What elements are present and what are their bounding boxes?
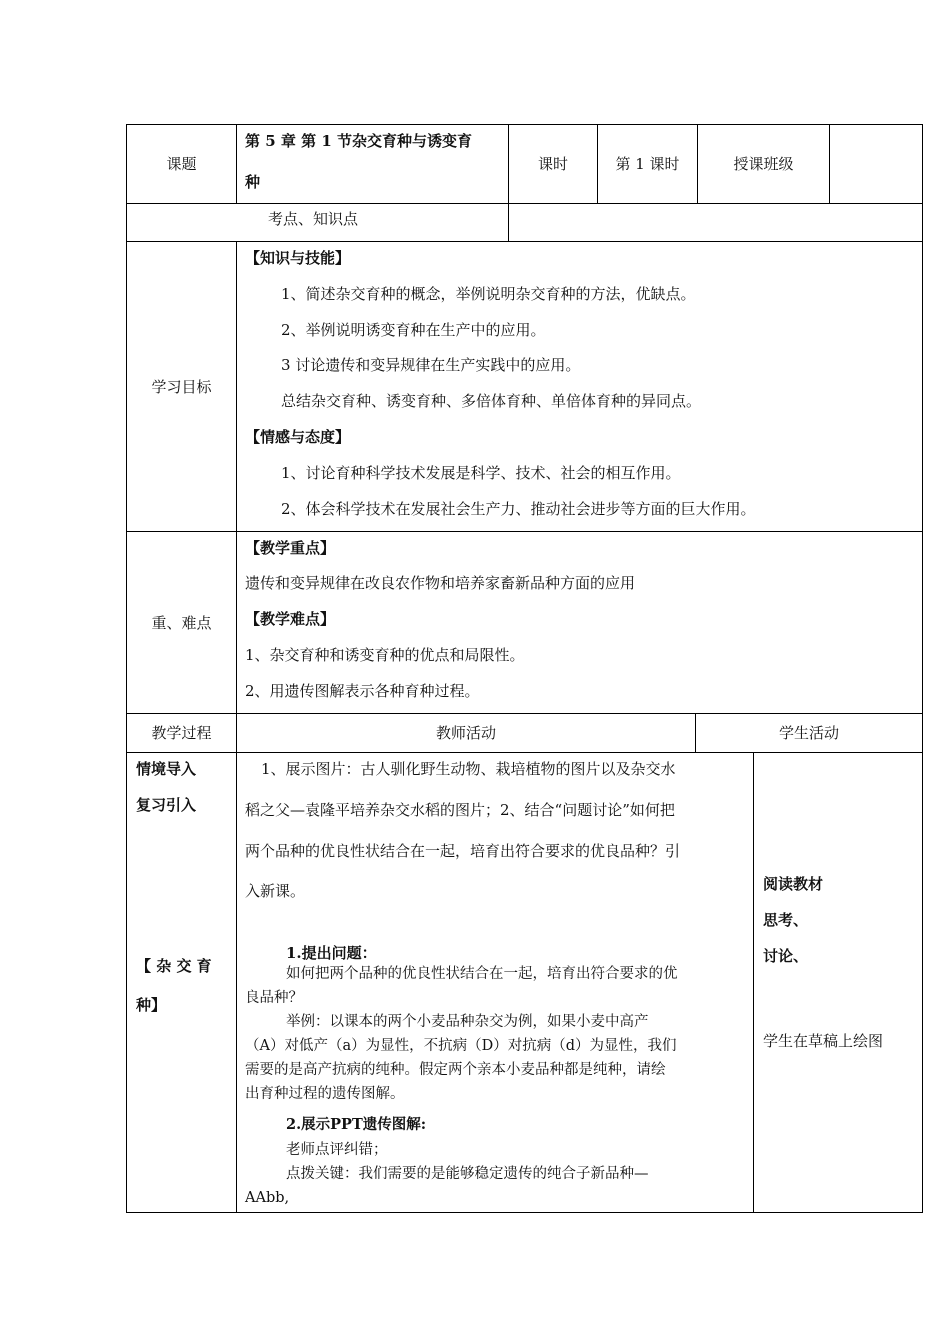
question-line: 出育种过程的遗传图解。 xyxy=(245,1086,405,1102)
student-activity-draw: 学生在草稿上绘图 xyxy=(763,1032,884,1050)
stage-review: 复习引入 xyxy=(136,796,197,814)
objective-item: 2、举例说明诱变育种在生产中的应用。 xyxy=(281,321,546,339)
knowledge-skills-title: 【知识与技能】 xyxy=(245,249,351,267)
process-col-student: 学生活动 xyxy=(778,724,839,742)
question-line: 举例：以课本的两个小麦品种杂交为例，如果小麦中高产 xyxy=(286,1014,649,1030)
question-line: 如何把两个品种的优良性状结合在一起，培育出符合要求的优 xyxy=(286,966,678,982)
student-activity-discuss: 讨论、 xyxy=(763,947,809,965)
column-divider xyxy=(236,124,237,204)
attitude-item: 1、讨论育种科学技术发展是科学、技术、社会的相互作用。 xyxy=(281,464,681,482)
question-line: 需要的是高产抗病的纯种。假定两个亲本小麦品种都是纯种，请绘 xyxy=(245,1062,666,1078)
row-divider xyxy=(126,241,923,242)
knowledge-value xyxy=(509,204,922,241)
student-activity-think: 思考、 xyxy=(763,911,809,929)
key-points-label: 重、难点 xyxy=(151,613,212,632)
objective-item: 3 讨论遗传和变异规律在生产实践中的应用。 xyxy=(281,356,581,374)
difficulty-item: 1、杂交育种和诱变育种的优点和局限性。 xyxy=(245,646,525,664)
teacher-intro-line: 稻之父—袁隆平培养杂交水稻的图片；2、结合“问题讨论”如何把 xyxy=(245,801,675,819)
focus-title: 【教学重点】 xyxy=(245,539,336,557)
objective-item: 1、简述杂交育种的概念，举例说明杂交育种的方法，优缺点。 xyxy=(281,285,696,303)
column-divider xyxy=(753,752,754,1213)
ppt-diagram-title: 2.展示PPT遗传图解: xyxy=(286,1116,427,1133)
student-activity-read: 阅读教材 xyxy=(763,875,824,893)
teacher-intro-line: 两个品种的优良性状结合在一起，培育出符合要求的优良品种？引 xyxy=(245,842,681,860)
teacher-intro-line: 入新课。 xyxy=(245,882,306,900)
period-label: 课时 xyxy=(537,155,568,173)
question-line: 良品种？ xyxy=(245,990,303,1006)
topic-title-line2: 种 xyxy=(245,173,261,191)
knowledge-label: 考点、知识点 xyxy=(268,210,359,228)
class-value xyxy=(830,125,922,203)
focus-text: 遗传和变异规律在改良农作物和培养家畜新品种方面的应用 xyxy=(245,574,636,592)
attitude-item: 2、体会科学技术在发展社会生产力、推动社会进步等方面的巨大作用。 xyxy=(281,500,756,518)
teacher-intro-line: 1、展示图片：古人驯化野生动物、栽培植物的图片以及杂交水 xyxy=(261,760,676,778)
row-divider xyxy=(126,752,923,753)
difficulty-item: 2、用遗传图解表示各种育种过程。 xyxy=(245,682,480,700)
ppt-line: 点拨关键：我们需要的是能够稳定遗传的纯合子新品种— xyxy=(286,1166,649,1182)
row-divider xyxy=(126,531,923,532)
stage-intro: 情境导入 xyxy=(136,760,197,778)
objectives-label: 学习目标 xyxy=(151,377,212,396)
question-line: （A）对低产（a）为显性，不抗病（D）对抗病（d）为显性，我们 xyxy=(245,1038,677,1054)
period-value: 第 1 课时 xyxy=(615,155,680,173)
question-title: 1.提出问题： xyxy=(286,944,377,962)
process-col-stage: 教学过程 xyxy=(151,724,212,742)
objective-item: 总结杂交育种、诱变育种、多倍体育种、单倍体育种的异同点。 xyxy=(281,392,702,410)
stage-hybrid-breeding-cont: 种】 xyxy=(136,996,167,1014)
table-border xyxy=(922,124,923,1213)
topic-label: 课题 xyxy=(166,155,197,173)
class-label: 授课班级 xyxy=(733,155,794,173)
difficulty-title: 【教学难点】 xyxy=(245,610,336,628)
process-col-teacher: 教师活动 xyxy=(435,724,496,742)
attitude-title: 【情感与态度】 xyxy=(245,428,351,446)
stage-hybrid-breeding: 【 杂 交 育 xyxy=(136,957,212,975)
topic-title-line1: 第 5 章 第 1 节杂交育种与诱变育 xyxy=(245,132,472,150)
table-border xyxy=(126,1212,923,1213)
ppt-line: AAbb, xyxy=(245,1190,290,1206)
ppt-line: 老师点评纠错； xyxy=(286,1142,388,1158)
